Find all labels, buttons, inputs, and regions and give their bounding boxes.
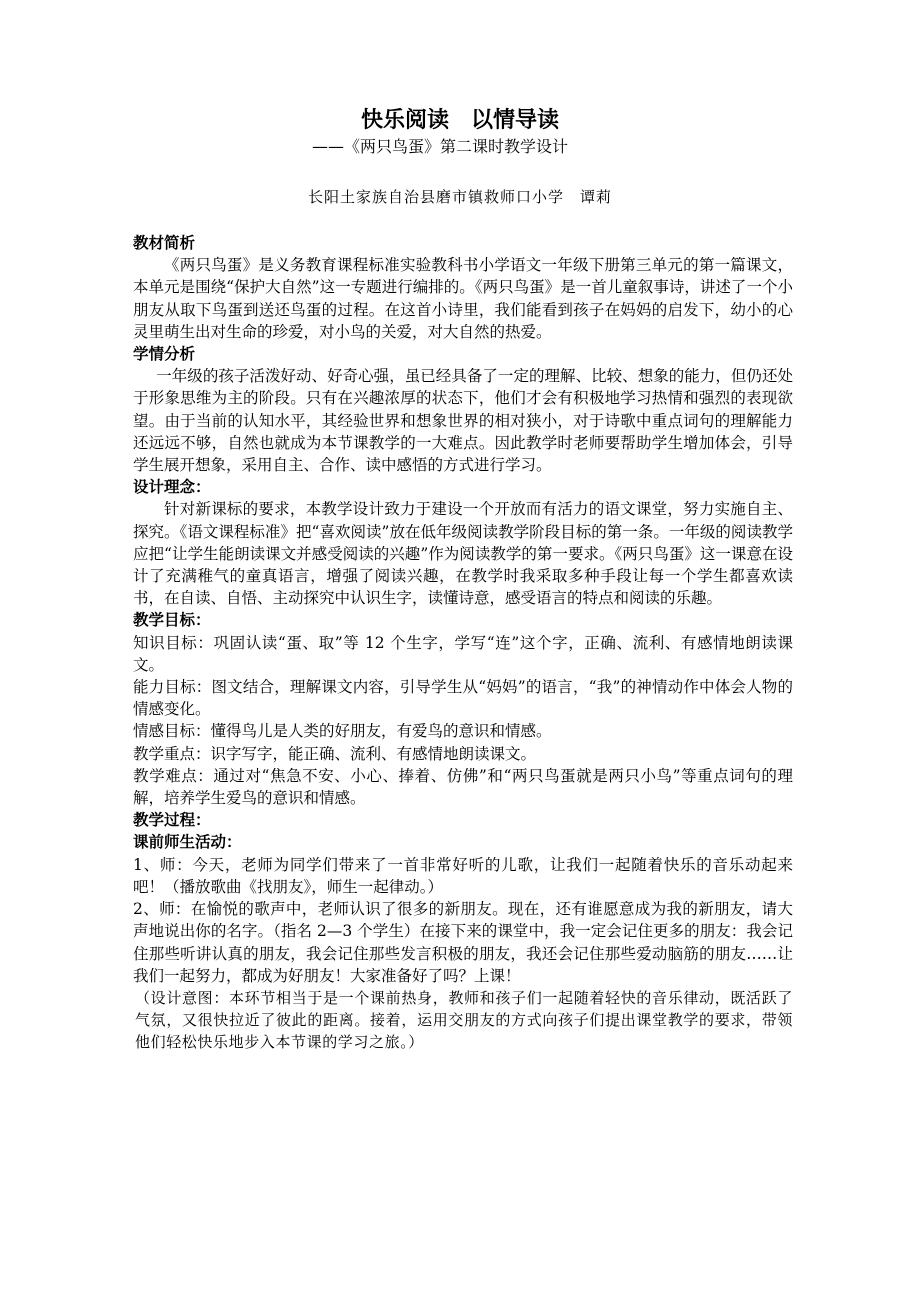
section-heading-students: 学情分析 <box>133 345 196 364</box>
section-heading-textbook: 教材简析 <box>133 234 196 252</box>
document-body <box>133 232 793 1054</box>
process-step-2: 2、师：在愉悦的歌声中，老师认识了很多的新朋友。现在，还有谁愿意成为我的新朋友，请大声地说出你的名字。（指名 2—3 个学生）在接下来的课堂中，我一定会记住更多的朋友：我会记住那些听讲认真的朋友，我会记住那些发言积极的朋友，我还会记住那些爱动脑筋的朋友……让我们一起努力，都成为好朋友！大家准备好了吗？上课！ <box>133 900 793 985</box>
goal-difficulties: 教学难点：通过对“焦急不安、小心、捧着、仿佛”和“两只鸟蛋就是两只小鸟”等重点词句的理解，培养学生爱鸟的意识和情感。 <box>133 766 793 808</box>
section-heading-process: 教学过程： <box>133 811 211 830</box>
section-body-textbook: 《两只鸟蛋》是义务教育课程标准实验教科书小学语文一年级下册第三单元的第一篇课文，本单元是围绕“保护大自然”这一专题进行编排的。《两只鸟蛋》是一首儿童叙事诗，讲述了一个小朋友从取下鸟蛋到送还鸟蛋的过程。在这首小诗里，我们能看到孩子在妈妈的启发下，幼小的心灵里萌生出对生命的珍爱，对小鸟的关爱，对大自然的热爱。 <box>133 256 793 341</box>
document-author: 长阳土家族自治县磨市镇救师口小学 谭莉 <box>307 188 612 206</box>
goal-key-points: 教学重点：识字写字，能正确、流利、有感情地朗读课文。 <box>133 744 537 763</box>
document-title: 快乐阅读 以情导读 <box>360 108 559 133</box>
section-heading-pre-class: 课前师生活动： <box>133 833 242 852</box>
section-heading-concept: 设计理念： <box>133 478 211 497</box>
section-body-students: 一年级的孩子活泼好动、好奇心强，虽已经具备了一定的理解、比较、想象的能力，但仍还处于形象思维为主的阶段。只有在兴趣浓厚的状态下，他们才会有积极地学习热情和强烈的表现欲望。由于当前的认知水平，其经验世界和想象世界的相对狭小，对于诗歌中重点词句的理解能力还远远不够，自然也就成为本节课教学的一大难点。因此教学时老师要帮助学生增加体会，引导学生展开想象，采用自主、合作、读中感悟的方式进行学习。 <box>133 367 793 475</box>
goal-knowledge: 知识目标：巩固认读“蛋、取”等 12 个生字，学写“连”这个字，正确、流利、有感情地朗读课文。 <box>133 633 793 674</box>
section-heading-goals: 教学目标： <box>133 611 211 630</box>
document-subtitle: ——《两只鸟蛋》第二课时教学设计 <box>312 137 569 156</box>
goal-ability: 能力目标：图文结合，理解课文内容，引导学生从“妈妈”的语言，“我”的神情动作中体会人物的情感变化。 <box>133 678 793 719</box>
section-body-concept: 针对新课标的要求，本教学设计致力于建设一个开放而有活力的语文课堂，努力实施自主、探究。《语文课程标准》把“喜欢阅读”放在低年级阅读教学阶段目标的第一条。一年级的阅读教学应把“让学生能朗读课文并感受阅读的兴趣”作为阅读教学的第一要求。《两只鸟蛋》这一课意在设计了充满稚气的童真语言，增强了阅读兴趣，在教学时我采取多种手段让每一个学生都喜欢读书，在自读、自悟、主动探究中认识生字，读懂诗意，感受语言的特点和阅读的乐趣。 <box>133 500 793 608</box>
goal-emotion: 情感目标：懂得鸟儿是人类的好朋友，有爱鸟的意识和情感。 <box>133 722 552 741</box>
design-intent-note: （设计意图：本环节相当于是一个课前热身，教师和孩子们一起随着轻快的音乐律动，既活跃了气氛，又很快拉近了彼此的距离。接着，运用交朋友的方式向孩子们提出课堂教学的要求，带领他们轻松快乐地步入本节课的学习之旅。） <box>135 988 793 1052</box>
process-step-1: 1、师：今天，老师为同学们带来了一首非常好听的儿歌，让我们一起随着快乐的音乐动起来吧！（播放歌曲《找朋友》，师生一起律动。） <box>133 855 793 896</box>
